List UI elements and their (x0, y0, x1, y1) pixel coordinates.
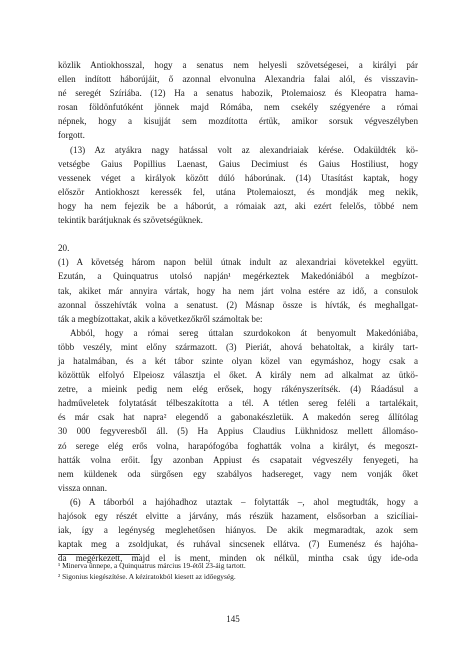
text-line: nem küldenek oda sürgősen egy szabályos hadsereget, vagy nem vonják őket (58, 468, 418, 479)
text-line: közlik Antiokhosszal, hogy a senatus nem helyesli szövetségesei, a királyi pár (58, 60, 418, 70)
text-line: hatták volna erőit. Így azonban Appiust és csapatait végveszély fenyegeti, ha (58, 454, 418, 465)
text-line: azonnal összehívták volna a senatust. (2) Másnap össze is hívták, és meghallgat- (58, 299, 418, 310)
text-line: (1) A követség három napon belül útnak indult az alexandriai követekkel együtt. (58, 257, 418, 268)
text-line: ja hatalmában, és a két tábor szinte olyan közel van egymáshoz, hogy csak a (58, 355, 418, 366)
text-line: zetre, a mieink pedig nem elég erősek, hogy rákényszerítsék. (4) Ráadásul a (58, 384, 418, 395)
text-line: közöttük elfolyó Elpeiosz választja el őket. A király nem ad alkalmat az ütkö- (58, 370, 418, 381)
text-line: vetségbe Gaius Popillius Laenast, Gaius Decimiust és Gaius Hostiliust, hogy (58, 158, 418, 169)
text-line: tak, akiket már annyira vártak, hogy ha nem járt volna estére az idő, a consulok (58, 285, 418, 296)
text-line: da megérkezett, majd el is ment, minden ok nélkül, mintha csak úgy ide-oda (58, 553, 418, 564)
text-line: zó serege elég erős volna, harapófogóba foghatták volna a királyt, és megoszt- (58, 440, 418, 451)
text-line: rosan földönfutóként jönnek majd Rómába, nem csekély szégyenére a római (58, 102, 418, 113)
text-line: vissza onnan. (58, 482, 107, 493)
text-line: forgott. (58, 130, 85, 141)
footnote: ¹ Minerva ünnepe, a Quinquatrus március 19-étől 23-áig tartott. (58, 561, 246, 570)
page-number: 145 (226, 614, 240, 624)
text-line: (13) Az atyákra nagy hatással volt az alexandriaiak kérése. Odaküldték kö- (70, 144, 418, 155)
text-line: hajósok egy részét elvitte a járvány, más részük hazament, elsősorban a szicíliai- (58, 511, 418, 521)
text-line: ták a megbízottakat, akik a következőkről számoltak be: (58, 313, 263, 324)
footnote-rule (58, 554, 140, 555)
text-line: ellen indított háborújáit, ő azonnal elvonulna Alexandria falai alól, és visszavin- (58, 74, 418, 85)
footnotes (58, 560, 418, 582)
text-line: 30 000 fegyveresből áll. (5) Ha Appius Claudius Lükhnidosz mellett állomáso- (58, 426, 418, 437)
blank-line (58, 227, 418, 241)
text-line: hadműveletek folytatását télbeszakította a tél. A tétlen sereg feléli a tartalékait, (58, 398, 418, 409)
text-line: vessenek véget a királyok között dúló háborúnak. (14) Utasítást kaptak, hogy (58, 172, 418, 183)
text-line: Abból, hogy a római sereg úttalan szurdokokon át benyomult Makedóniába, (70, 327, 418, 338)
text-line: (6) A táborból a hajóhadhoz utaztak – folytatták –, ahol megtudták, hogy a (70, 496, 418, 507)
text-line: hogy ha nem fejezik be a háborút, a rómaiak azt, aki ezért felelős, többé nem (58, 200, 418, 211)
text-line: né seregét Szíriába. (12) Ha a senatus habozik, Ptolemaiosz és Kleopatra hama- (58, 88, 418, 99)
text-line: először Antiokhoszt keressék fel, utána Ptolemaioszt, és mondják meg nekik, (58, 186, 418, 197)
text-line: kaptak meg a zsoldjukat, és ruhával sincsenek ellátva. (7) Eumenész és hajóha- (58, 539, 418, 550)
text-line: népnek, hogy a kisujját sem mozdította értük, amikor sorsuk végveszélyben (58, 116, 418, 127)
chapter-number: 20. (58, 243, 70, 254)
text-line: iak, így a legénység meglehetősen hiányos. De akik megmaradtak, azok sem (58, 525, 418, 536)
text-line: és már csak hat napra² elegendő a gabonakészletük. A makedón sereg állítólag (58, 412, 418, 423)
body-text (58, 58, 418, 565)
text-line: tekintik barátjuknak és szövetségüknek. (58, 215, 203, 226)
footnote: ² Sigonius kiegészítése. A kéziratokból kiesett az időegység. (58, 572, 236, 581)
text-line: több veszély, mint előny származott. (3) Pieriát, ahová behatoltak, a király tart- (58, 341, 418, 352)
text-line: Ezután, a Quinquatrus utolsó napján¹ megérkeztek Makedóniából a megbízot- (58, 271, 418, 282)
